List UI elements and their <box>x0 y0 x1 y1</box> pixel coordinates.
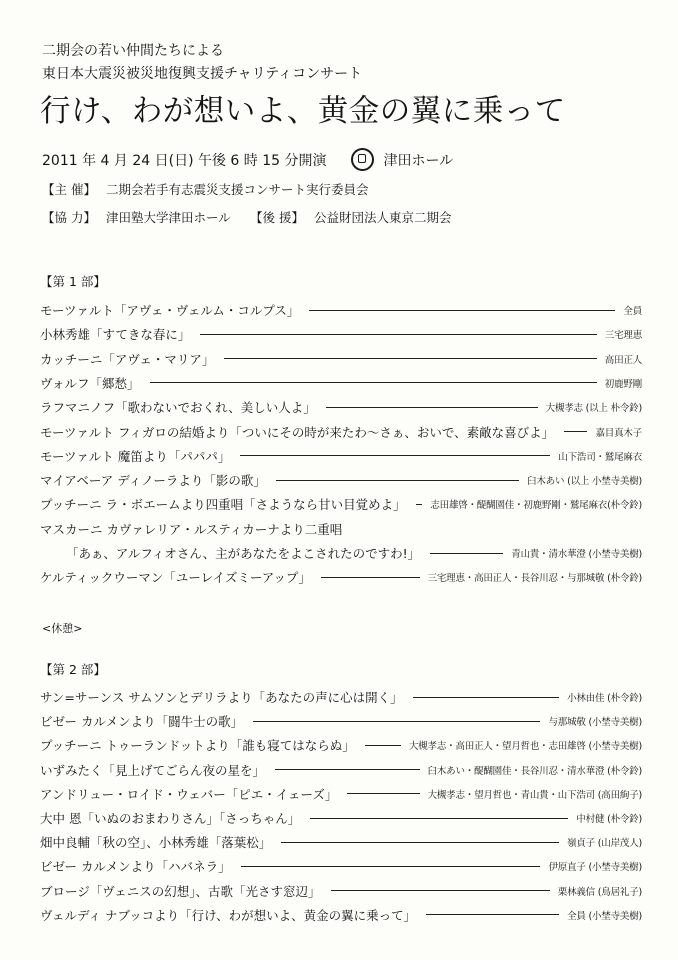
program-work: ケルティックウーマン「ユーレイズミーアップ」 <box>40 570 311 586</box>
leader-line <box>310 818 568 819</box>
program-performers: 全員 (小埜寺美樹) <box>567 910 642 922</box>
program-item <box>40 832 642 852</box>
program-item <box>40 349 642 369</box>
program-item <box>40 519 642 539</box>
venue-name: 津田ホール <box>383 152 454 169</box>
program-item <box>40 446 642 466</box>
tsuda-hall-logo-icon <box>351 148 374 171</box>
leader-line <box>347 793 419 794</box>
intermission-label: <休憩> <box>42 622 83 635</box>
program-item <box>40 735 642 755</box>
program-work: プッチーニ トゥーランドットより「誰も寝てはならぬ」 <box>40 738 355 754</box>
program-performers: 伊原直子 (小埜寺美樹) <box>548 862 642 874</box>
leader-line <box>240 455 550 456</box>
program-work: サン=サーンス サムソンとデリラより「あなたの声に心は開く」 <box>40 690 403 705</box>
program-performers: 高田正人 <box>604 354 642 366</box>
organizer-key: 【主 催】 <box>42 182 96 197</box>
program-item <box>40 397 642 417</box>
program-item <box>40 300 642 320</box>
leader-line <box>253 721 540 722</box>
program-work: モーツァルト「アヴェ・ヴェルム・コルプス」 <box>40 303 300 318</box>
program-work: カッチーニ「アヴェ・マリア」 <box>40 351 215 367</box>
support-credit <box>250 208 452 226</box>
program-work: ビゼー カルメンより「ハバネラ」 <box>40 859 231 875</box>
program-work: マイアベーア ディノーラより「影の歌」 <box>40 473 266 489</box>
support-key: 【後 援】 <box>250 210 304 225</box>
program-performers: 臼木あい・醍醐園佳・長谷川忍・清水華澄 (朴令鈴) <box>427 765 642 777</box>
part1-heading: 【第 1 部】 <box>40 274 106 289</box>
leader-line <box>365 745 401 746</box>
date-venue-line <box>42 148 453 171</box>
program-item <box>40 324 642 344</box>
leader-line <box>276 480 519 481</box>
leader-line <box>326 407 538 408</box>
program-item <box>40 687 642 707</box>
program-work: アンドリュー・ロイド・ウェバー「ピエ・イェーズ」 <box>40 786 338 802</box>
program-work: 畑中良輔「秋の空」、小林秀雄「落葉松」 <box>40 835 272 851</box>
program-performers: 三宅理恵・高田正人・長谷川忍・与那城敬 (朴令鈴) <box>427 573 642 585</box>
program-performers: 大槻孝志・望月哲也・青山貴・山下浩司 (高田絢子) <box>427 789 642 801</box>
program-item <box>66 543 642 563</box>
cooperation-credit <box>42 208 231 226</box>
program-performers: 初鹿野剛 <box>604 378 642 390</box>
leader-line <box>413 697 559 698</box>
leader-line <box>416 504 423 505</box>
part2-heading: 【第 2 部】 <box>40 662 106 677</box>
subtitle-organizers: 二期会の若い仲間たちによる <box>42 43 224 59</box>
program-item <box>40 567 642 587</box>
program-work: モーツァルト フィガロの結婚より「ついにその時が来たわ～さぁ、おいで、素敵な喜びよ」 <box>40 424 555 440</box>
program-performers: 大槻孝志 (以上 朴令鈴) <box>545 403 642 415</box>
program-item <box>40 711 642 731</box>
subtitle-event: 東日本大震災被災地復興支援チャリティコンサート <box>42 66 363 82</box>
cooperation-key: 【協 力】 <box>42 210 96 225</box>
leader-line <box>430 553 503 554</box>
program-work: プッチーニ ラ・ボエームより四重唱「さようなら甘い目覚めよ」 <box>40 497 406 513</box>
program-performers: 大槻孝志・高田正人・望月哲也・志田雄啓 (小埜寺美樹) <box>408 741 642 753</box>
support-name: 公益財団法人東京二期会 <box>313 210 452 225</box>
program-performers: 小林由佳 (朴令鈴) <box>567 693 642 704</box>
program-performers: 中村健 (朴令鈴) <box>576 814 642 825</box>
cooperation-name: 津田塾大学津田ホール <box>105 210 231 225</box>
leader-line <box>426 914 559 915</box>
program-work: 大中 恩「いぬのおまわりさん」「さっちゃん」 <box>40 811 301 826</box>
leader-line <box>321 577 420 578</box>
program-item <box>40 470 642 490</box>
program-performers: 栗林義信 (鳥居礼子) <box>557 886 642 898</box>
leader-line <box>281 842 559 843</box>
program-item <box>40 905 642 925</box>
leader-line <box>200 334 596 335</box>
leader-line <box>309 310 615 311</box>
leader-line <box>275 769 420 770</box>
program-item <box>40 881 642 901</box>
program-work: いずみたく「見上げてごらん夜の星を」 <box>40 762 266 778</box>
program-performers: 嶺貞子 (山岸茂人) <box>567 838 642 850</box>
program-work: 小林秀雄「すてきな春に」 <box>40 327 191 343</box>
program-performers: 三宅理恵 <box>604 330 642 342</box>
organizer-name: 二期会若手有志震災支援コンサート実行委員会 <box>105 182 369 197</box>
leader-line <box>331 890 550 891</box>
program-item <box>40 760 642 780</box>
organizer-credit <box>42 180 369 198</box>
program-work: 「あぁ、アルフィオさん、主があなたをよこされたのですわ!」 <box>66 546 421 561</box>
program-work: ラフマニノフ「歌わないでおくれ、美しい人よ」 <box>40 400 316 416</box>
program-item <box>40 373 642 393</box>
program-performers: 嘉目真木子 <box>595 427 642 439</box>
program-item <box>40 494 642 514</box>
program-performers: 与那城敬 (小埜寺美樹) <box>548 717 642 729</box>
program-performers: 臼木あい (以上 小埜寺美樹) <box>527 476 642 488</box>
program-performers: 志田雄啓・醍醐園佳・初鹿野剛・鷲尾麻衣(朴令鈴) <box>430 500 642 512</box>
program-performers: 青山貴・清水華澄 (小埜寺美樹) <box>511 549 642 560</box>
leader-line <box>241 866 541 867</box>
program-work: ブロージ「ヴェニスの幻想」、古歌「光さす窓辺」 <box>40 883 321 899</box>
program-work: ビゼー カルメンより「闘牛士の歌」 <box>40 714 244 730</box>
concert-date: 2011 年 4 月 24 日(日) 午後 6 時 15 分開演 <box>42 152 327 169</box>
program-performers: 全員 <box>623 306 642 317</box>
leader-line <box>150 382 597 383</box>
program-item <box>40 808 642 828</box>
program-item <box>40 784 642 804</box>
program-work: モーツァルト 魔笛より「パパパ」 <box>40 448 231 464</box>
program-item <box>40 856 642 876</box>
program-work: ヴォルフ「郷愁」 <box>40 375 140 391</box>
program-work: マスカーニ カヴァレリア・ルスティカーナより二重唱 <box>40 521 343 537</box>
leader-line <box>224 358 596 359</box>
program-performers: 山下浩司・鷲尾麻衣 <box>558 451 642 463</box>
program-work: ヴェルディ ナブッコより「行け、わが想いよ、黄金の翼に乗って」 <box>40 907 417 923</box>
program-item <box>40 422 642 442</box>
concert-title: 行け、わが想いよ、黄金の翼に乗って <box>40 94 566 129</box>
leader-line <box>564 431 587 432</box>
